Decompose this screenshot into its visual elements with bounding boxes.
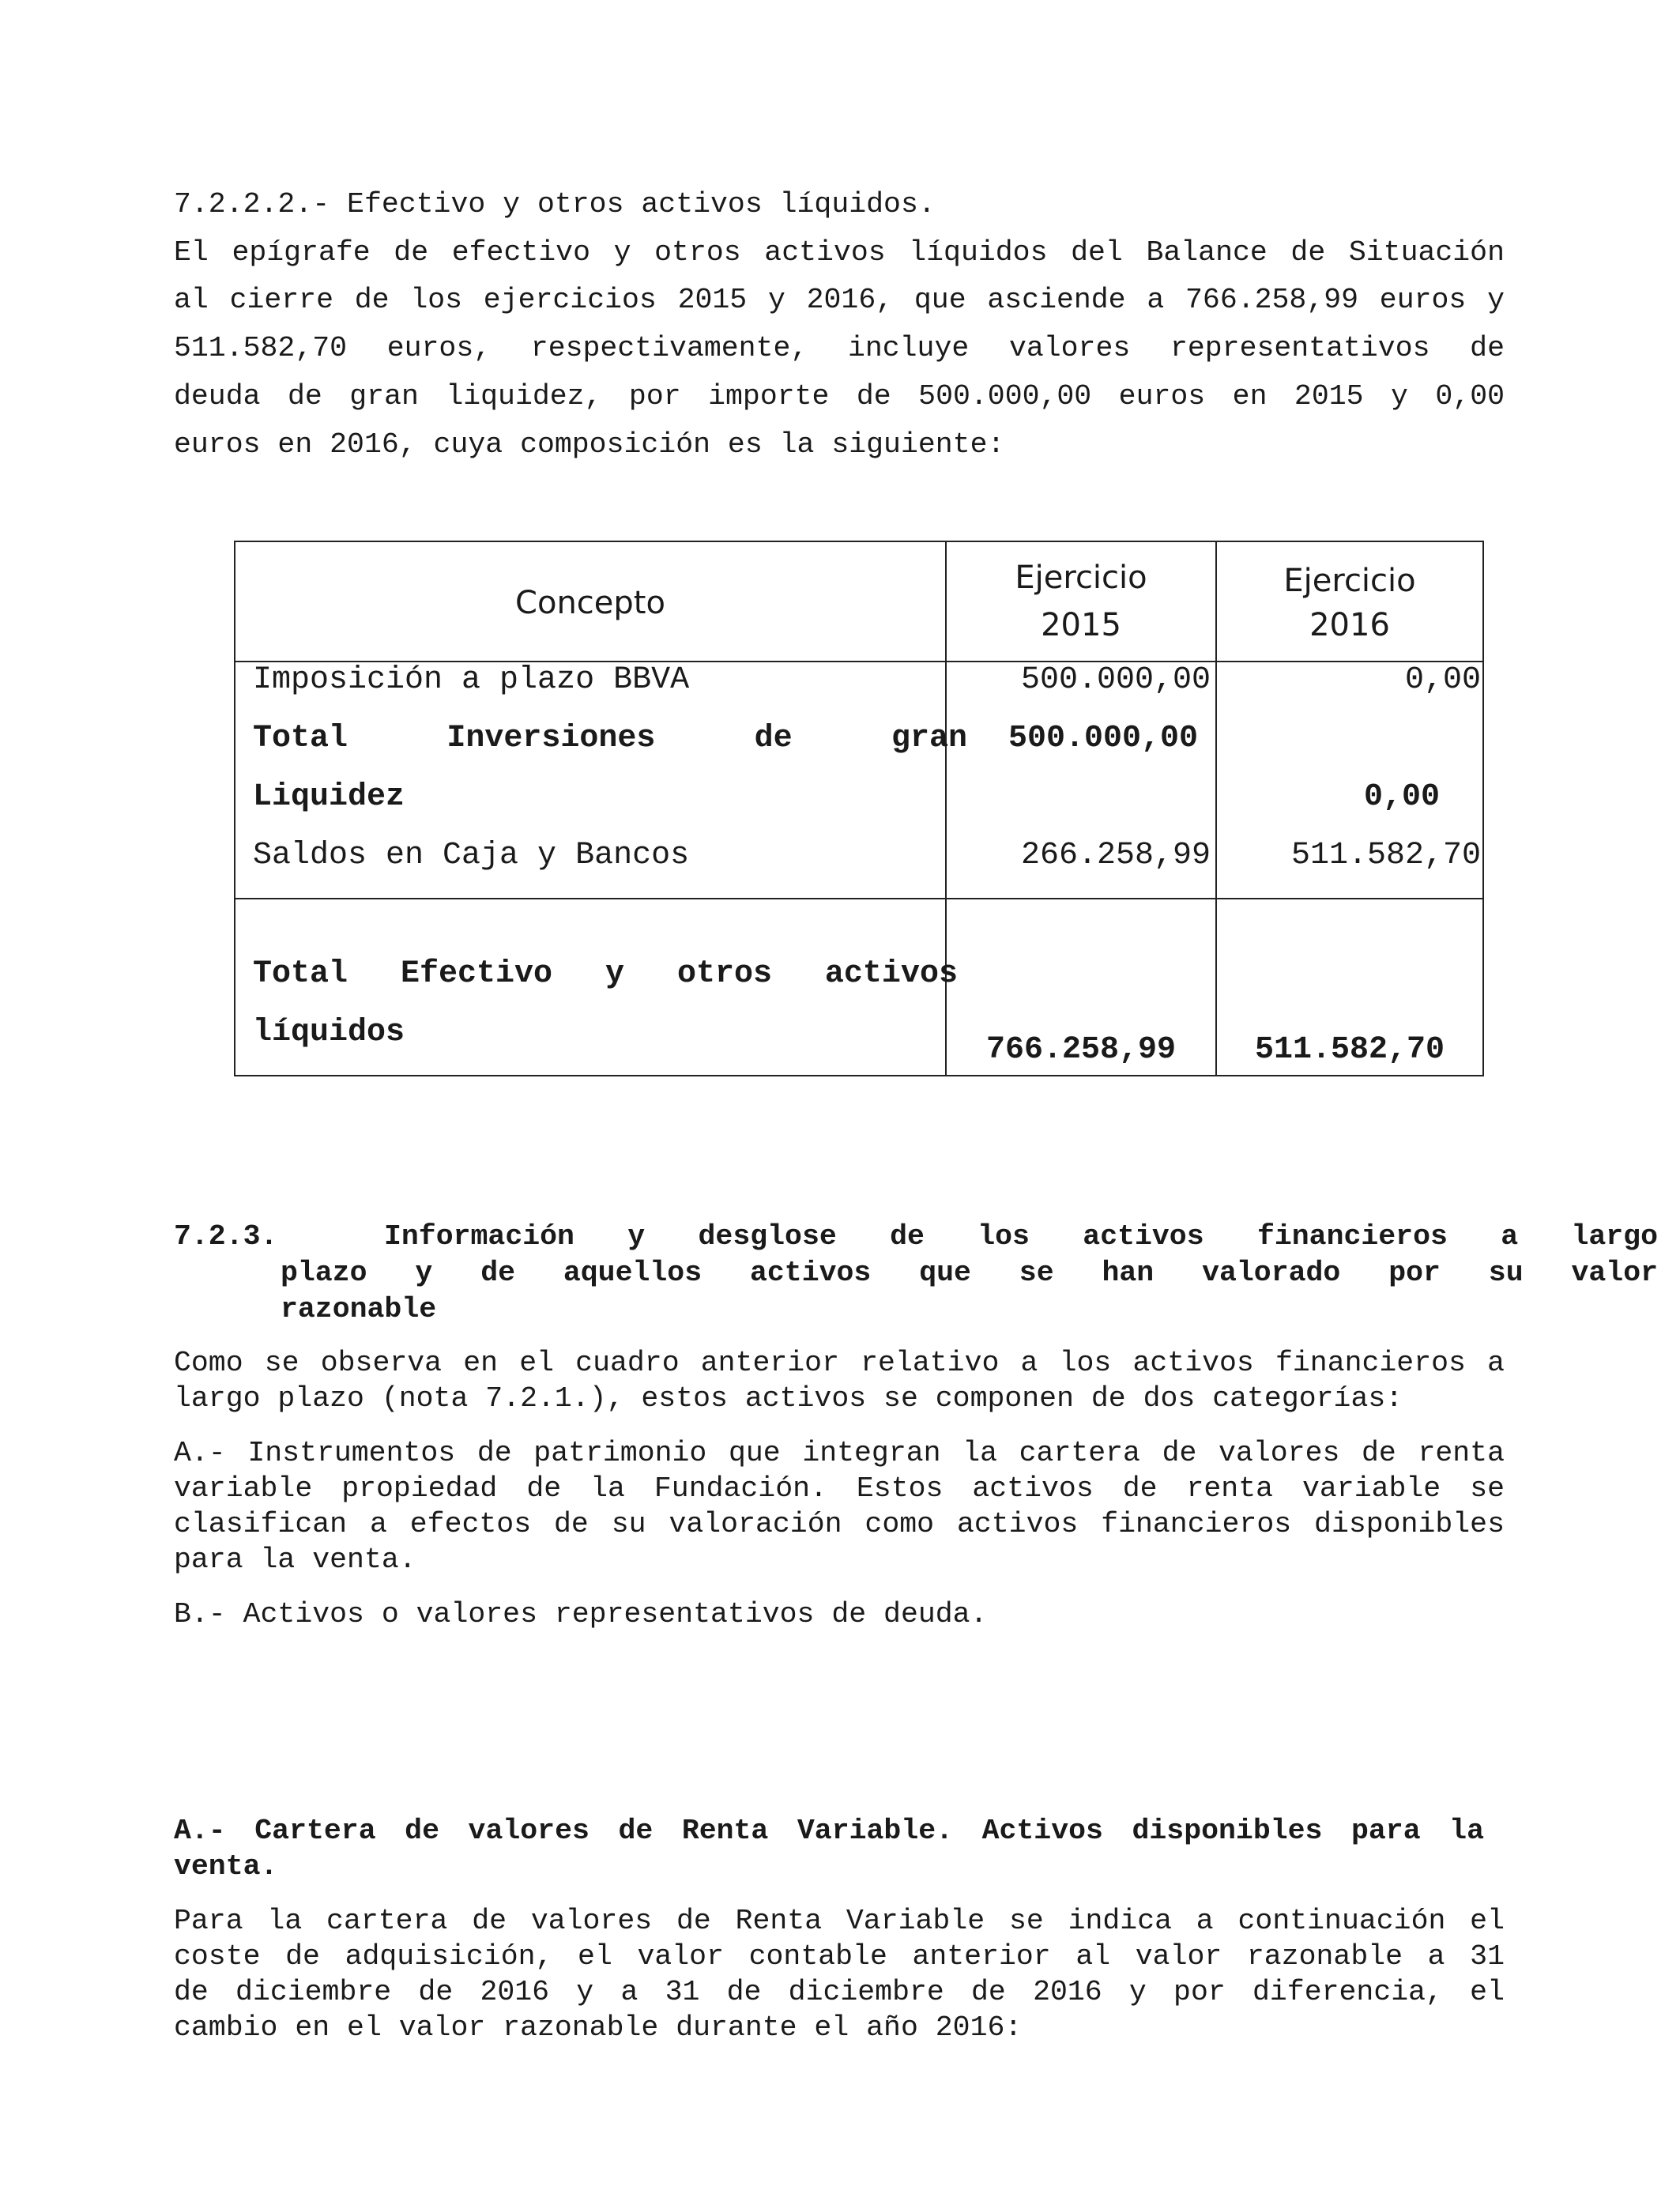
paragraph-line: coste de adquisición, el valor contable anterior al valor razonable a 31	[174, 1940, 1505, 1973]
row-total-inversiones-2016: 0,00	[1363, 779, 1440, 815]
paragraph-line: para la venta.	[174, 1544, 416, 1576]
paragraph-line: largo plazo (nota 7.2.1.), estos activos se componen de dos categorías:	[174, 1382, 1403, 1415]
header-2015-line2: 2015	[1041, 607, 1121, 643]
paragraph-line: cambio en el valor razonable durante el año 2016:	[174, 2011, 1023, 2044]
paragraph-line: El epígrafe de efectivo y otros activos líquidos del Balance de Situación	[174, 236, 1505, 269]
header-2016-line2: 2016	[1309, 607, 1390, 643]
paragraph-line: A.- Instrumentos de patrimonio que integran la cartera de valores de renta	[174, 1437, 1505, 1469]
label-word: de	[754, 721, 793, 756]
section-title-line: Información y desglose de los activos financieros a largo	[384, 1220, 1658, 1253]
label-word: Efectivo	[400, 956, 553, 992]
label-word: gran	[891, 721, 967, 756]
paragraph-line: al cierre de los ejercicios 2015 y 2016, que asciende a 766.258,99 euros y	[174, 284, 1505, 316]
label-word: Total	[253, 721, 348, 756]
header-2016-line1: Ejercicio	[1283, 563, 1416, 599]
label-word: Inversiones	[446, 721, 656, 756]
row-total-inversiones-label	[253, 721, 967, 756]
section-title-line: A.- Cartera de valores de Renta Variable. Activos disponibles para la	[174, 1815, 1484, 1847]
row-saldos-2016: 511.582,70	[1290, 838, 1481, 873]
row-divider	[235, 898, 1482, 899]
row-total-efectivo-label-line2: líquidos	[253, 1015, 405, 1050]
paragraph-line: variable propiedad de la Fundación. Estos activos de renta variable se	[174, 1472, 1505, 1505]
row-imposicion-2015: 500.000,00	[1020, 662, 1211, 698]
label-word: Total	[253, 956, 348, 992]
paragraph-line: Como se observa en el cuadro anterior relativo a los activos financieros a	[174, 1347, 1505, 1379]
label-word: activos	[824, 956, 958, 992]
paragraph-line: 511.582,70 euros, respectivamente, incluye valores representativos de	[174, 332, 1505, 364]
section-title-line: venta.	[174, 1850, 278, 1883]
row-saldos-2015: 266.258,99	[1020, 838, 1211, 873]
row-saldos-label: Saldos en Caja y Bancos	[253, 838, 690, 873]
section-number: 7.2.3.	[174, 1220, 278, 1253]
paragraph-line: B.- Activos o valores representativos de deuda.	[174, 1598, 988, 1630]
section-heading: 7.2.2.2.- Efectivo y otros activos líquidos.	[174, 188, 936, 221]
label-word: otros	[676, 956, 772, 992]
row-imposicion-2016: 0,00	[1404, 662, 1481, 698]
row-total-inversiones-2015: 500.000,00	[1008, 721, 1198, 756]
row-total-efectivo-2015: 766.258,99	[985, 1032, 1177, 1068]
section-title-line: plazo y de aquellos activos que se han valorado por su valor	[281, 1257, 1658, 1289]
header-concepto: Concepto	[515, 585, 665, 621]
paragraph-line: euros en 2016, cuya composición es la siguiente:	[174, 428, 1005, 461]
row-total-efectivo-2016: 511.582,70	[1254, 1032, 1445, 1068]
paragraph-line: de diciembre de 2016 y a 31 de diciembre de 2016 y por diferencia, el	[174, 1976, 1505, 2008]
section-title-line: razonable	[281, 1293, 437, 1325]
label-word: y	[605, 956, 624, 992]
composition-table	[234, 541, 1484, 1076]
paragraph-line: deuda de gran liquidez, por importe de 500.000,00 euros en 2015 y 0,00	[174, 380, 1505, 413]
paragraph-line: Para la cartera de valores de Renta Variable se indica a continuación el	[174, 1905, 1505, 1937]
row-imposicion-label: Imposición a plazo BBVA	[253, 662, 690, 698]
row-total-efectivo-label	[253, 956, 958, 992]
row-total-inversiones-label-line2: Liquidez	[253, 779, 405, 815]
header-2015-line1: Ejercicio	[1015, 560, 1147, 596]
paragraph-line: clasifican a efectos de su valoración como activos financieros disponibles	[174, 1508, 1505, 1540]
